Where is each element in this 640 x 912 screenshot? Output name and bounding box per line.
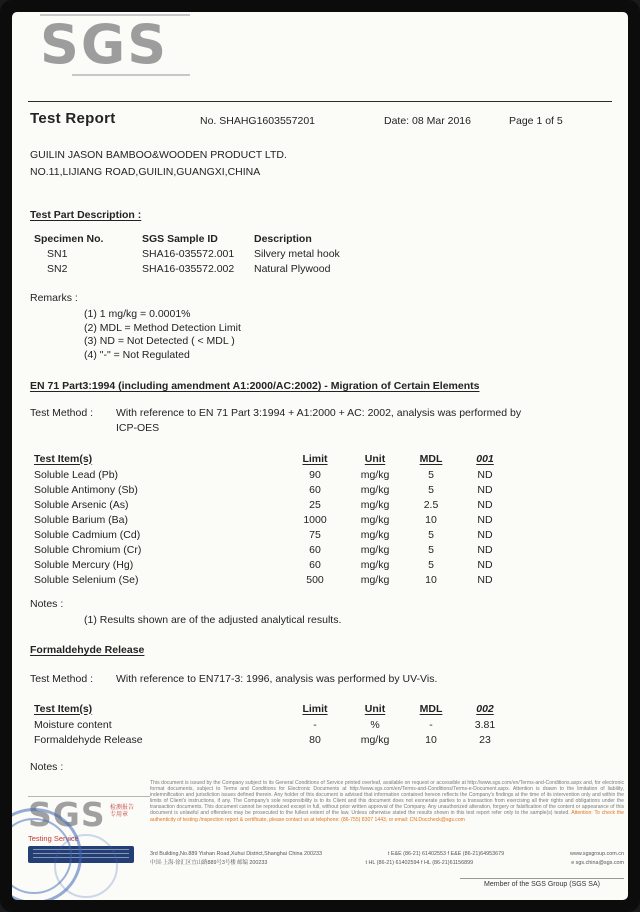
col-unit: Unit	[364, 702, 386, 715]
test-item: Soluble Cadmium (Cd)	[34, 528, 141, 541]
specimen-cell: SN1	[47, 248, 68, 260]
remark-item: (4) "-" = Not Regulated	[84, 348, 190, 361]
result-value: ND	[477, 468, 493, 481]
formaldehyde-results-table	[34, 700, 514, 747]
table-row	[34, 732, 514, 747]
sgs-logo	[40, 14, 190, 76]
result-value: 23	[479, 733, 491, 746]
col-limit: Limit	[302, 452, 328, 465]
unit-value: mg/kg	[360, 558, 390, 571]
migration-results-table	[34, 450, 514, 587]
unit-value: mg/kg	[360, 483, 390, 496]
test-item: Moisture content	[34, 718, 112, 731]
address-en: 3rd Building,No.889 Yishan Road,Xuhui District,Shanghai China 200233	[150, 851, 323, 857]
result-value: ND	[477, 483, 493, 496]
table-row	[34, 572, 514, 587]
test-method-text-cont: ICP-OES	[116, 422, 160, 434]
test-item: Soluble Mercury (Hg)	[34, 558, 134, 571]
limit-value: 1000	[303, 513, 327, 526]
description-col-header: Description	[254, 233, 312, 245]
col-mdl: MDL	[419, 702, 443, 715]
sgs-footer-logo-text: SGS	[28, 795, 106, 834]
test-item: Formaldehyde Release	[34, 733, 143, 746]
result-value: 3.81	[474, 718, 496, 731]
report-title: Test Report	[30, 110, 116, 127]
specimen-col-header: Specimen No.	[34, 233, 104, 245]
mdl-value: 10	[425, 733, 437, 746]
test-item: Soluble Barium (Ba)	[34, 513, 128, 526]
testing-service-text: Testing Service	[28, 834, 79, 844]
limit-value: -	[313, 718, 317, 731]
red-stamp-text: 检测报告 专用章	[110, 805, 135, 818]
phone-ee: t E&E (86-21) 61402553 f E&E (86-21)64953679	[387, 851, 505, 857]
mdl-value: 5	[428, 468, 434, 481]
description-cell: Natural Plywood	[254, 263, 331, 275]
col-test-item: Test Item(s)	[34, 702, 93, 715]
note-item: (1) Results shown are of the adjusted analytical results.	[84, 614, 342, 626]
unit-value: mg/kg	[360, 513, 390, 526]
test-part-heading: Test Part Description :	[30, 209, 142, 221]
remarks-list	[84, 308, 241, 362]
test-item: Soluble Selenium (Se)	[34, 573, 139, 586]
unit-value: mg/kg	[360, 528, 390, 541]
mdl-value: 5	[428, 528, 434, 541]
test-method-text: With reference to EN717-3: 1996, analysis was performed by UV-Vis.	[116, 673, 438, 685]
specimen-cell: SN2	[47, 263, 68, 275]
test-item: Soluble Lead (Pb)	[34, 468, 119, 481]
table-row	[34, 717, 514, 732]
limit-value: 60	[309, 543, 321, 556]
mdl-value: 10	[425, 573, 437, 586]
test-method-text: With reference to EN 71 Part 3:1994 + A1:2000 + AC: 2002, analysis was performed by	[116, 407, 522, 419]
test-method-label: Test Method :	[30, 407, 94, 419]
test-item: Soluble Chromium (Cr)	[34, 543, 142, 556]
unit-value: mg/kg	[360, 468, 390, 481]
table-row	[34, 542, 514, 557]
report-page	[12, 12, 628, 900]
limit-value: 80	[309, 733, 321, 746]
report-date: Date: 08 Mar 2016	[384, 115, 471, 127]
limit-value: 60	[309, 558, 321, 571]
table-row	[34, 482, 514, 497]
specimen-table	[34, 233, 484, 275]
address-line-cn	[150, 859, 624, 868]
address-line-en	[150, 850, 624, 859]
remark-item: (3) ND = Not Detected ( < MDL )	[84, 335, 235, 347]
limit-value: 500	[306, 573, 324, 586]
col-sample-001: 001	[476, 452, 494, 465]
address-cn: 中国·上海·徐汇区宜山路889号3号楼 邮编 200233	[150, 859, 268, 866]
remark-item: (1) 1 mg/kg = 0.0001%	[84, 308, 191, 320]
legal-text: This document is issued by the Company subject to its General Conditions of Service printed overleaf, available on request or accessible at http://www.sgs.com/en/Terms-and-Conditions.aspx and, for electronic format documents, subject to Terms and Conditions for Electronic Documents at http://www.sgs.com/en/Terms-and-Conditions/Terms-e-Document.aspx. Attention is drawn to the limitation of liability, indemnification and jurisdiction issues defined therein. Any holder of this document is advised that information contained hereon reflects the Company's findings at the time of its intervention only and within the limits of Client's instructions, if any. The Company's sole responsibility is to its Client and this document does not exonerate parties to a transaction from exercising all their rights and obligations under the transaction documents. This document cannot be reproduced except in full, without prior written approval of the Company. Any unauthorized alteration, forgery or falsification of the content or appearance of this document is unlawful and offenders may be prosecuted to the fullest extent of the law. Unless otherwise stated the results shown in this test report refer only to the sample(s) tested.	[150, 780, 624, 817]
attention-text: Attention: To check the authenticity of testing /inspection report & certificate, please contact us at telephone: (86-755) 8307 1443, or email: CN.Doccheck@sgs.com	[150, 810, 624, 823]
member-text: Member of the SGS Group (SGS SA)	[484, 881, 600, 888]
limit-value: 60	[309, 483, 321, 496]
test-method-label: Test Method :	[30, 673, 94, 685]
client-name: GUILIN JASON BAMBOO&WOODEN PRODUCT LTD.	[30, 149, 287, 161]
result-value: ND	[477, 498, 493, 511]
blue-seal-stamp-secondary	[54, 834, 118, 898]
page-indicator: Page 1 of 5	[509, 115, 563, 127]
sample-id-col-header: SGS Sample ID	[142, 233, 218, 245]
table-row	[34, 557, 514, 572]
col-sample-002: 002	[476, 702, 494, 715]
formaldehyde-test-method	[30, 673, 605, 685]
col-mdl: MDL	[419, 452, 443, 465]
table-header-row	[34, 450, 514, 467]
unit-value: mg/kg	[360, 543, 390, 556]
mdl-value: 5	[428, 543, 434, 556]
website: www.sgsgroup.com.cn	[570, 851, 624, 857]
table-row	[34, 497, 514, 512]
notes-heading: Notes :	[30, 598, 64, 610]
table-row	[34, 527, 514, 542]
migration-test-method	[30, 407, 605, 419]
result-value: ND	[477, 513, 493, 526]
sample-id-cell: SHA16-035572.002	[142, 263, 235, 275]
result-value: ND	[477, 528, 493, 541]
remark-item: (2) MDL = Method Detection Limit	[84, 321, 241, 334]
unit-value: %	[370, 718, 380, 731]
footer-address-block	[150, 850, 624, 867]
col-limit: Limit	[302, 702, 328, 715]
table-row	[34, 512, 514, 527]
description-cell: Silvery metal hook	[254, 248, 340, 260]
migration-section-heading: EN 71 Part3:1994 (including amendment A1:2000/AC:2002) - Migration of Certain Elements	[30, 380, 480, 392]
result-value: ND	[477, 558, 493, 571]
client-block	[30, 147, 287, 181]
limit-value: 25	[309, 498, 321, 511]
col-unit: Unit	[364, 452, 386, 465]
unit-value: mg/kg	[360, 498, 390, 511]
mdl-value: 10	[425, 513, 437, 526]
client-address: NO.11,LIJIANG ROAD,GUILIN,GUANGXI,CHINA	[30, 166, 261, 178]
formaldehyde-section-heading: Formaldehyde Release	[30, 644, 145, 656]
email: e sgs.china@sgs.com	[571, 859, 624, 866]
table-header-row	[34, 700, 514, 717]
mdl-value: -	[429, 718, 433, 731]
sample-id-cell: SHA16-035572.001	[142, 248, 235, 260]
legal-disclaimer	[150, 780, 624, 823]
mdl-value: 5	[428, 558, 434, 571]
mdl-value: 2.5	[423, 498, 439, 511]
mdl-value: 5	[428, 483, 434, 496]
unit-value: mg/kg	[360, 733, 390, 746]
report-number: No. SHAHG1603557201	[200, 115, 315, 127]
phone-hl: t HL (86-21) 61402594 f HL (86-21)61156899	[365, 859, 474, 866]
sgs-logo-text: SGS	[40, 13, 169, 76]
test-item: Soluble Antimony (Sb)	[34, 483, 138, 496]
member-divider	[460, 878, 624, 879]
result-value: ND	[477, 543, 493, 556]
header-divider	[28, 101, 612, 102]
col-test-item: Test Item(s)	[34, 452, 93, 465]
test-item: Soluble Arsenic (As)	[34, 498, 129, 511]
result-value: ND	[477, 573, 493, 586]
remarks-heading: Remarks :	[30, 292, 78, 304]
unit-value: mg/kg	[360, 573, 390, 586]
limit-value: 90	[309, 468, 321, 481]
limit-value: 75	[309, 528, 321, 541]
notes-heading: Notes :	[30, 761, 64, 773]
table-row	[34, 467, 514, 482]
